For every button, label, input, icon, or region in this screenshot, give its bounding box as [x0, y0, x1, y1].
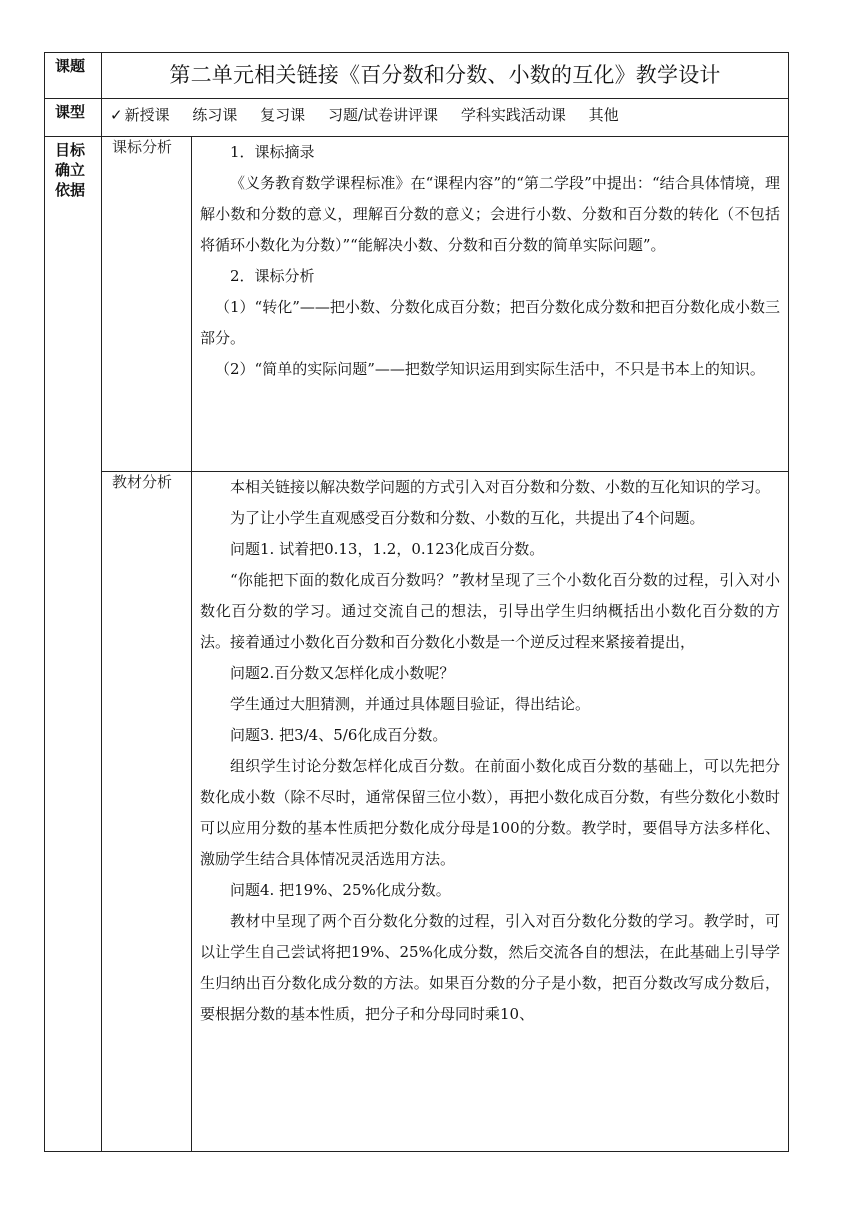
- paragraph: 1．课标摘录: [230, 143, 315, 161]
- paragraph: 教材中呈现了两个百分数化分数的过程，引入对百分数化分数的学习。教学时，可以让学生自己尝试将把19%、25%化成分数，然后交流各自的想法，在此基础上引导学生归纳出百分数化成分数的方法。如果百分数的分子是小数，把百分数改写成分数后，要根据分数的基本性质，把分子和分母同时乘10、: [200, 912, 780, 1023]
- paragraph: 学生通过大胆猜测，并通过具体题目验证，得出结论。: [230, 695, 591, 713]
- paragraph: 组织学生讨论分数怎样化成百分数。在前面小数化成百分数的基础上，可以先把分数化成小数（除不尽时，通常保留三位小数），再把小数化成百分数，有些分数化小数时可以应用分数的基本性质把分数化成分母是100的分数。教学时，要倡导方法多样化、激励学生结合具体情况灵活选用方法。: [200, 757, 780, 868]
- type-label: 课型: [45, 99, 102, 137]
- type-review: 复习课: [260, 106, 306, 124]
- type-other: 其他: [588, 106, 619, 124]
- paragraph: 问题1. 试着把0.13，1.2，0.123化成百分数。: [230, 540, 545, 558]
- textbook-analysis-content: [192, 472, 789, 1152]
- lesson-types: [102, 99, 789, 137]
- paragraph: 问题3. 把3/4、5/6化成百分数。: [230, 726, 448, 744]
- standard-analysis-content: [192, 137, 789, 472]
- title-row: [45, 53, 789, 99]
- paragraph: 为了让小学生直观感受百分数和分数、小数的互化，共提出了4个问题。: [230, 509, 705, 527]
- standard-analysis-label: 课标分析: [102, 137, 192, 472]
- textbook-row: [45, 472, 789, 1152]
- paragraph: 2．课标分析: [230, 267, 315, 285]
- textbook-analysis-label: 教材分析: [102, 472, 192, 1152]
- standard-row: [45, 137, 789, 472]
- type-new: 新授课: [124, 106, 170, 124]
- type-practice: 练习课: [192, 106, 238, 124]
- type-exercise-review: 习题/试卷讲评课: [327, 106, 439, 124]
- paragraph: 问题4. 把19%、25%化成分数。: [230, 881, 451, 899]
- paragraph: 《义务教育数学课程标准》在“课程内容”的“第二学段”中提出：“结合具体情境，理解小数和分数的意义，理解百分数的意义；会进行小数、分数和百分数的转化（不包括将循环小数化为分数）”“能解决小数、分数和百分数的简单实际问题”。: [200, 174, 780, 254]
- paragraph: 问题2.百分数又怎样化成小数呢？: [230, 664, 455, 682]
- lesson-plan-table: [44, 52, 789, 1152]
- paragraph: 本相关链接以解决数学问题的方式引入对百分数和分数、小数的互化知识的学习。: [230, 478, 771, 496]
- topic-label: 课题: [45, 53, 102, 99]
- page-title: 第二单元相关链接《百分数和分数、小数的互化》教学设计: [102, 53, 789, 99]
- type-practice-activity: 学科实践活动课: [460, 106, 566, 124]
- check-mark-icon: ✓: [110, 106, 123, 124]
- paragraph: （1）“转化”——把小数、分数化成百分数；把百分数化成分数和把百分数化成小数三部分。: [200, 298, 780, 347]
- paragraph: “你能把下面的数化成百分数吗？”教材呈现了三个小数化百分数的过程，引入对小数化百分数的学习。通过交流自己的想法，引导出学生归纳概括出小数化百分数的方法。接着通过小数化百分数和百分数化小数是一个逆反过程来紧接着提出，: [200, 571, 780, 651]
- paragraph: （2）“简单的实际问题”——把数学知识运用到实际生活中，不只是书本上的知识。: [215, 360, 765, 378]
- basis-label: 目标 确立 依据: [45, 137, 102, 1152]
- type-row: [45, 99, 789, 137]
